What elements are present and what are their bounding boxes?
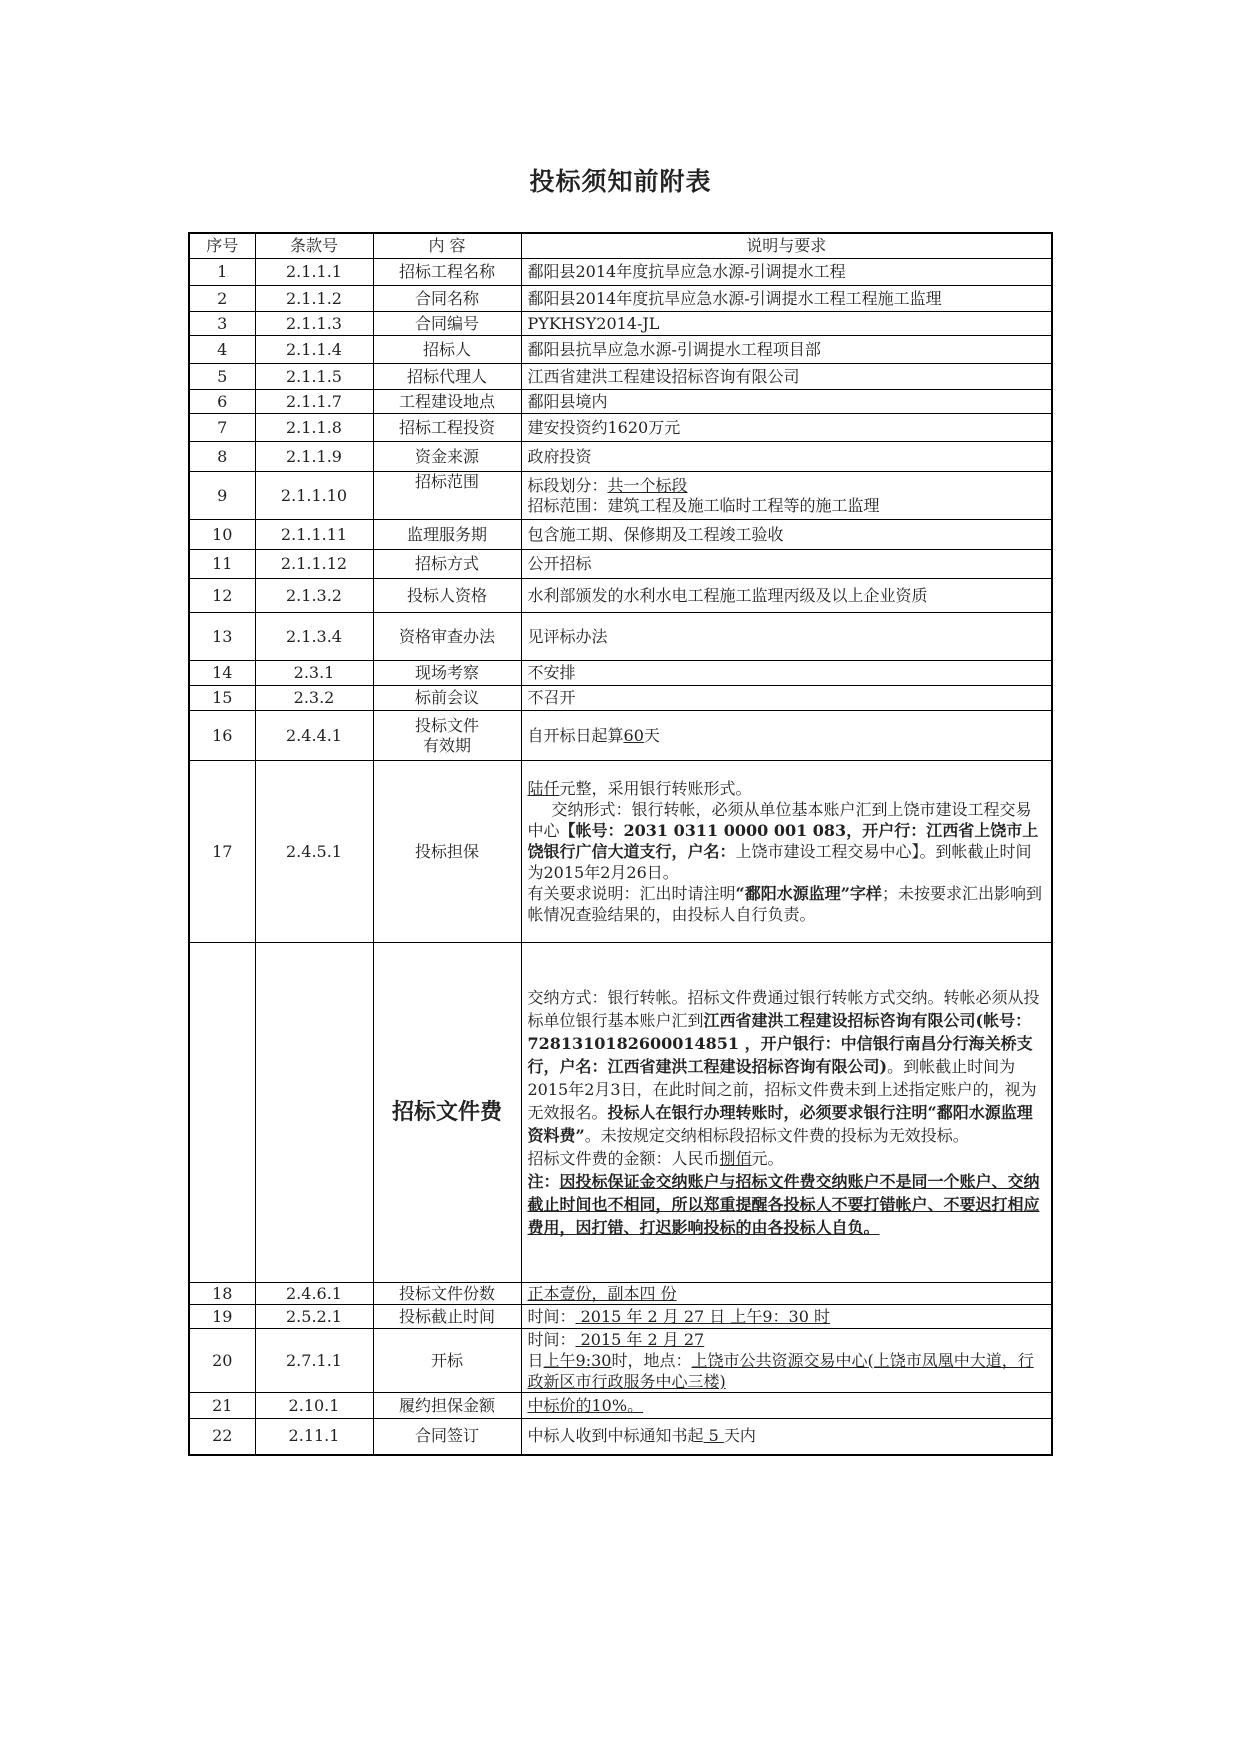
row-seq: 13 <box>189 613 255 661</box>
row-clause: 2.1.1.11 <box>255 520 373 550</box>
row-seq: 18 <box>189 1283 255 1305</box>
table-row <box>189 1283 1052 1305</box>
row-seq: 6 <box>189 390 255 414</box>
row-clause: 2.1.3.4 <box>255 613 373 661</box>
row-seq: 19 <box>189 1305 255 1329</box>
row-content: 招标工程名称 <box>373 259 521 286</box>
row-content: 投标截止时间 <box>373 1305 521 1329</box>
row-desc <box>521 943 1052 1283</box>
row-content: 标前会议 <box>373 686 521 711</box>
doc-fee-remark: 投标人在银行办理转账时，必须要求银行注明“鄱阳水源监理资料费” <box>527 1103 1033 1145</box>
header-seq: 序号 <box>189 233 255 259</box>
table-row <box>189 390 1052 414</box>
row-seq: 2 <box>189 286 255 312</box>
scope-detail: 招标范围：建筑工程及施工临时工程等的施工监理 <box>527 495 880 515</box>
row-content: 招标人 <box>373 336 521 364</box>
validity-days: 60 <box>623 725 644 745</box>
row-desc: 政府投资 <box>521 442 1052 472</box>
table-row <box>189 286 1052 312</box>
row-clause: 2.5.2.1 <box>255 1305 373 1329</box>
opening-day: 日 <box>527 1351 544 1370</box>
row-content: 投标担保 <box>373 761 521 943</box>
row-desc: 鄱阳县抗旱应急水源-引调提水工程项目部 <box>521 336 1052 364</box>
row-desc <box>521 1329 1052 1393</box>
row-desc: 正本壹份，副本四 份 <box>521 1283 1052 1305</box>
row-content: 合同名称 <box>373 286 521 312</box>
contract-unit: 天内 <box>723 1426 756 1446</box>
row-clause: 2.4.5.1 <box>255 761 373 943</box>
table-row <box>189 550 1052 579</box>
deadline-label: 时间： <box>527 1306 576 1326</box>
table-row <box>189 259 1052 286</box>
guarantee-note-label: 有关要求说明：汇出时请注明 <box>527 884 736 903</box>
table-row <box>189 520 1052 550</box>
guarantee-form: 元整，采用银行转账形式。 <box>559 779 752 798</box>
row-clause: 2.1.1.4 <box>255 336 373 364</box>
row-desc: 鄱阳县2014年度抗旱应急水源-引调提水工程 <box>521 259 1052 286</box>
guarantee-note-text: ；未按要求汇出影响到帐情况查验结果的，由投标人自行负责。 <box>527 884 1042 924</box>
doc-fee-invalid: 。未按规定交纳相标段招标文件费的投标为无效投标。 <box>584 1126 969 1145</box>
doc-fee-amount: 捌佰 <box>719 1149 752 1168</box>
table-row <box>189 711 1052 761</box>
row-seq: 7 <box>189 414 255 442</box>
table-row <box>189 579 1052 613</box>
table-row <box>189 312 1052 336</box>
row-desc: 不召开 <box>521 686 1052 711</box>
row-seq: 9 <box>189 472 255 520</box>
row-clause <box>255 943 373 1283</box>
guarantee-method: 交纳形式：银行转帐，必须从单位基本账户汇到上饶市建设工程交易中心 <box>527 800 1032 840</box>
row-desc <box>521 711 1052 761</box>
row-desc: 中标价的10%。 <box>521 1393 1052 1419</box>
table-row <box>189 336 1052 364</box>
row-desc: 不安排 <box>521 661 1052 686</box>
header-desc: 说明与要求 <box>521 233 1052 259</box>
page-title: 投标须知前附表 <box>529 167 712 196</box>
table-row <box>189 761 1052 943</box>
row-content: 开标 <box>373 1329 521 1393</box>
row-seq: 16 <box>189 711 255 761</box>
row-seq: 3 <box>189 312 255 336</box>
row-content <box>373 943 521 1283</box>
table-row <box>189 472 1052 520</box>
row-desc <box>521 472 1052 520</box>
row-content: 监理服务期 <box>373 520 521 550</box>
row-desc: 包含施工期、保修期及工程竣工验收 <box>521 520 1052 550</box>
row-clause: 2.1.1.5 <box>255 364 373 390</box>
contract-text: 中标人收到中标通知书起 <box>527 1426 704 1446</box>
table-row <box>189 661 1052 686</box>
row-desc <box>521 1419 1052 1455</box>
guarantee-note-mark: “鄱阳水源监理”字样 <box>735 884 882 903</box>
row-seq: 11 <box>189 550 255 579</box>
validity-label-2: 有效期 <box>422 735 471 755</box>
row-content: 投标人资格 <box>373 579 521 613</box>
doc-fee-heading: 招标文件费 <box>391 1099 502 1125</box>
row-seq: 15 <box>189 686 255 711</box>
row-clause: 2.1.3.2 <box>255 579 373 613</box>
doc-fee-note: 因投标保证金交纳账户与招标文件费交纳账户不是同一个账户、交纳截止时间也不相同，所以郑重提醒各投标人不要打错帐户、不要迟打相应费用，因打错、打迟影响投标的由各投标人自负。 <box>527 1172 1040 1237</box>
table-row <box>189 613 1052 661</box>
row-desc <box>521 1305 1052 1329</box>
opening-location-label: 时，地点： <box>611 1351 692 1370</box>
row-clause: 2.10.1 <box>255 1393 373 1419</box>
opening-location: 上饶市公共资源交易中心(上饶市凤凰中大道，行政新区市行政服务中心三楼) <box>527 1351 1034 1391</box>
row-seq <box>189 943 255 1283</box>
table-row <box>189 943 1052 1283</box>
row-clause: 2.4.6.1 <box>255 1283 373 1305</box>
table-header-row <box>189 233 1052 259</box>
row-seq: 4 <box>189 336 255 364</box>
row-content: 投标文件份数 <box>373 1283 521 1305</box>
validity-text: 自开标日起算 <box>527 725 624 745</box>
guarantee-account: 【帐号：2031 0311 0000 001 083，开户行：江西省上饶市上饶银行广信大道支行，户名： <box>527 821 1039 861</box>
opening-date: 2015 年 2 月 27 <box>575 1330 705 1349</box>
row-clause: 2.3.2 <box>255 686 373 711</box>
scope-label: 标段划分： <box>527 475 608 495</box>
doc-fee-amount-unit: 元。 <box>751 1149 784 1168</box>
header-clause: 条款号 <box>255 233 373 259</box>
row-desc: 鄱阳县2014年度抗旱应急水源-引调提水工程工程施工监理 <box>521 286 1052 312</box>
row-desc: 江西省建洪工程建设招标咨询有限公司 <box>521 364 1052 390</box>
deadline-value: 2015 年 2 月 27 日 上午9：30 时 <box>575 1306 831 1326</box>
row-clause: 2.1.1.12 <box>255 550 373 579</box>
table-row <box>189 686 1052 711</box>
row-content: 合同签订 <box>373 1419 521 1455</box>
row-desc <box>521 761 1052 943</box>
table-row <box>189 1393 1052 1419</box>
row-content: 招标工程投资 <box>373 414 521 442</box>
row-seq: 8 <box>189 442 255 472</box>
row-clause: 2.1.1.9 <box>255 442 373 472</box>
table-row <box>189 1419 1052 1455</box>
doc-fee-amount-label: 招标文件费的金额：人民币 <box>527 1149 720 1168</box>
row-content: 资金来源 <box>373 442 521 472</box>
doc-fee-account: 江西省建洪工程建设招标咨询有限公司(帐号：7281310182600014851 ，开户银行：中信银行南昌分行海关桥支行，户名：江西省建洪工程建设招标咨询有限公司) <box>527 1011 1033 1076</box>
row-seq: 1 <box>189 259 255 286</box>
row-clause: 2.1.1.7 <box>255 390 373 414</box>
row-desc: 鄱阳县境内 <box>521 390 1052 414</box>
doc-fee-deadline: 。到帐截止时间为2015年2月3日，在此时间之前，招标文件费未到上述指定账户的，视为无效报名。 <box>527 1057 1037 1122</box>
guarantee-payee: 上饶市建设工程交易中心】 <box>735 842 920 861</box>
row-desc: 公开招标 <box>521 550 1052 579</box>
row-seq: 20 <box>189 1329 255 1393</box>
row-clause: 2.1.1.1 <box>255 259 373 286</box>
row-seq: 10 <box>189 520 255 550</box>
doc-fee-method: 交纳方式：银行转帐。招标文件费通过银行转帐方式交纳。转帐必须从投标单位银行基本账户汇到 <box>527 988 1040 1030</box>
row-content: 招标范围 <box>373 472 521 520</box>
row-content <box>373 711 521 761</box>
row-seq: 5 <box>189 364 255 390</box>
table-row <box>189 1305 1052 1329</box>
row-content: 工程建设地点 <box>373 390 521 414</box>
row-desc: 见评标办法 <box>521 613 1052 661</box>
row-seq: 17 <box>189 761 255 943</box>
row-seq: 22 <box>189 1419 255 1455</box>
guarantee-deadline: 。到帐截止时间为2015年2月26日。 <box>527 842 1032 882</box>
row-clause: 2.11.1 <box>255 1419 373 1455</box>
header-content: 内 容 <box>373 233 521 259</box>
row-content: 资格审查办法 <box>373 613 521 661</box>
row-clause: 2.7.1.1 <box>255 1329 373 1393</box>
row-clause: 2.3.1 <box>255 661 373 686</box>
validity-unit: 天 <box>643 725 660 745</box>
guarantee-amount: 陆仟 <box>527 779 560 798</box>
table-row <box>189 364 1052 390</box>
row-seq: 21 <box>189 1393 255 1419</box>
scope-value: 共一个标段 <box>607 475 688 495</box>
row-seq: 14 <box>189 661 255 686</box>
row-desc: 水利部颁发的水利水电工程施工监理丙级及以上企业资质 <box>521 579 1052 613</box>
row-clause: 2.1.1.8 <box>255 414 373 442</box>
row-clause: 2.1.1.3 <box>255 312 373 336</box>
row-content: 履约担保金额 <box>373 1393 521 1419</box>
row-desc: 建安投资约1620万元 <box>521 414 1052 442</box>
opening-label: 时间： <box>527 1330 576 1349</box>
row-clause: 2.1.1.10 <box>255 472 373 520</box>
opening-time: 上午9:30 <box>543 1351 612 1370</box>
doc-fee-note-label: 注： <box>527 1172 560 1191</box>
row-desc: PYKHSY2014-JL <box>521 312 1052 336</box>
bid-notice-table <box>188 232 1053 1456</box>
row-content: 合同编号 <box>373 312 521 336</box>
validity-label-1: 投标文件 <box>414 715 479 735</box>
contract-days: 5 <box>703 1426 724 1446</box>
row-clause: 2.1.1.2 <box>255 286 373 312</box>
table-row <box>189 414 1052 442</box>
row-seq: 12 <box>189 579 255 613</box>
row-clause: 2.4.4.1 <box>255 711 373 761</box>
row-content: 现场考察 <box>373 661 521 686</box>
row-content: 招标方式 <box>373 550 521 579</box>
row-content: 招标代理人 <box>373 364 521 390</box>
table-row <box>189 442 1052 472</box>
table-row <box>189 1329 1052 1393</box>
